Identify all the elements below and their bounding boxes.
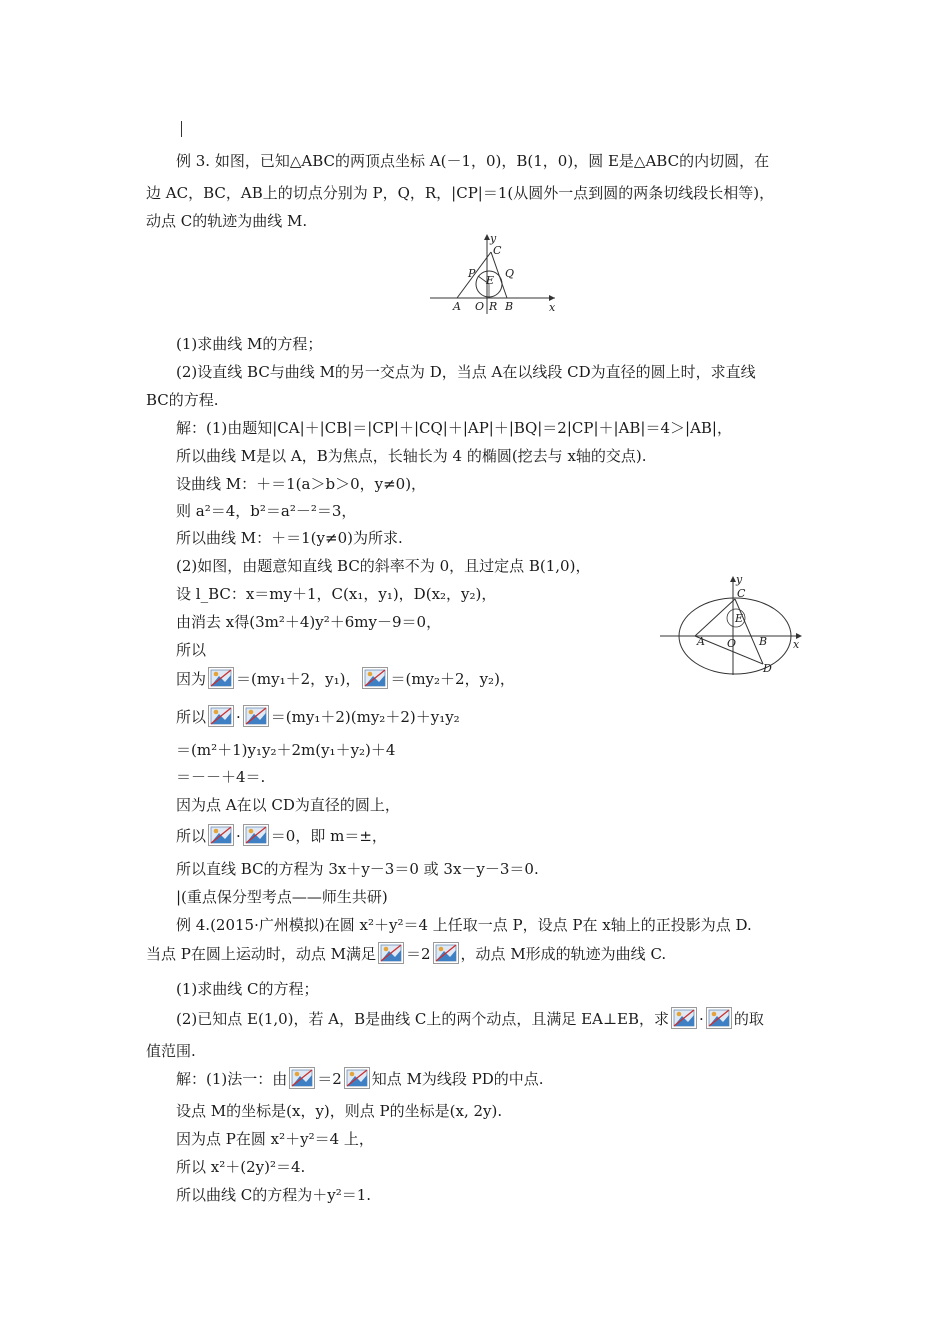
broken-image-icon — [243, 824, 269, 846]
broken-image-icon — [344, 1067, 370, 1089]
fig2-label-a: A — [697, 635, 705, 648]
section-heading: |(重点保分型考点——师生共研) — [176, 888, 388, 906]
broken-image-icon — [208, 824, 234, 846]
example3-line3: 动点 C的轨迹为曲线 M. — [146, 212, 308, 230]
broken-image-icon — [289, 1067, 315, 1089]
fig2-label-o: O — [727, 637, 737, 650]
solution-line10: 因为 ＝(my₁＋2，y₁)， ＝(my₂＋2，y₂)， — [176, 669, 515, 691]
broken-image-icon — [433, 942, 459, 964]
broken-image-icon — [243, 705, 269, 727]
fig1-label-p: P — [468, 267, 476, 280]
example4-line2: 当点 P在圆上运动时，动点 M满足 ＝2 ，动点 M形成的轨迹为曲线 C. — [146, 944, 666, 966]
fig1-label-o: O — [475, 300, 485, 313]
solution-line12: ＝(m²＋1)y₁y₂＋2m(y₁＋y₂)＋4 — [176, 741, 396, 759]
question2-line1: (2)设直线 BC与曲线 M的另一交点为 D，当点 A在以线段 CD为直径的圆上时，求直线 — [176, 363, 756, 381]
broken-image-icon — [208, 705, 234, 727]
broken-image-icon — [706, 1007, 732, 1029]
fig1-label-b: B — [505, 300, 514, 313]
triangle-incircle-figure — [425, 232, 565, 317]
solution-line9: 所以 — [176, 641, 207, 659]
solution-line7: 设 l_BC：x＝my＋1，C(x₁，y₁)，D(x₂，y₂)， — [176, 585, 497, 603]
fig2-label-c: C — [737, 587, 746, 600]
solution-line1: 解：(1)由题知|CA|＋|CB|＝|CP|＋|CQ|＋|AP|＋|BQ|＝2|CP|＋|AB|＝4＞|AB|， — [176, 419, 732, 437]
example4-question2-line1: (2)已知点 E(1,0)，若 A，B是曲线 C上的两个动点，且满足 EA⊥EB，求 · 的取 — [176, 1009, 764, 1031]
solution-line14: 因为点 A在以 CD为直径的圆上， — [176, 796, 400, 814]
solution-line6: (2)如图，由题意知直线 BC的斜率不为 0，且过定点 B(1,0)， — [176, 557, 591, 575]
fig2-label-y: y — [736, 573, 743, 586]
broken-image-icon — [378, 942, 404, 964]
solution-line13: ＝－－＋4＝. — [176, 768, 266, 786]
fig2-label-b: B — [759, 635, 768, 648]
solution-line15: 所以 · ＝0，即 m＝±， — [176, 826, 387, 848]
solution-line16: 所以直线 BC的方程为 3x＋y－3＝0 或 3x－y－3＝0. — [176, 860, 539, 878]
example4-solution-line1: 解：(1)法一：由 ＝2 知点 M为线段 PD的中点. — [176, 1069, 544, 1091]
solution-line5: 所以曲线 M：＋＝1(y≠0)为所求. — [176, 529, 403, 547]
broken-image-icon — [362, 667, 388, 689]
question2-line2: BC的方程. — [146, 391, 219, 409]
fig1-label-y: y — [490, 232, 497, 245]
fig1-label-e: E — [486, 274, 495, 287]
example3-line1: 例 3. 如图，已知△ABC的两顶点坐标 A(－1，0)，B(1，0)，圆 E是△ABC的内切圆，在 — [176, 152, 770, 170]
fig1-label-r: R — [489, 300, 498, 313]
example4-solution-line5: 所以曲线 C的方程为＋y²＝1. — [176, 1186, 372, 1204]
solution-line11: 所以 · ＝(my₁＋2)(my₂＋2)＋y₁y₂ — [176, 707, 460, 729]
solution-line8: 由消去 x得(3m²＋4)y²＋6my－9＝0， — [176, 613, 442, 631]
example4-solution-line3: 因为点 P在圆 x²＋y²＝4 上， — [176, 1130, 374, 1148]
text-cursor-mark — [181, 121, 182, 137]
fig2-label-d: D — [763, 662, 772, 675]
solution-line2: 所以曲线 M是以 A，B为焦点，长轴长为 4 的椭圆(挖去与 x轴的交点). — [176, 447, 647, 465]
broken-image-icon — [671, 1007, 697, 1029]
broken-image-icon — [208, 667, 234, 689]
example4-question1: (1)求曲线 C的方程； — [176, 980, 319, 998]
fig2-label-e: E — [735, 612, 744, 625]
question1: (1)求曲线 M的方程； — [176, 335, 323, 353]
fig1-label-c: C — [493, 244, 502, 257]
solution-line3: 设曲线 M：＋＝1(a＞b＞0，y≠0)， — [176, 475, 427, 493]
example4-line1: 例 4.(2015·广州模拟)在圆 x²＋y²＝4 上任取一点 P，设点 P在 x轴上的正投影为点 D. — [176, 916, 752, 934]
fig1-label-x: x — [549, 301, 556, 314]
example4-question2-line2: 值范围. — [146, 1042, 196, 1060]
example4-solution-line4: 所以 x²＋(2y)²＝4. — [176, 1158, 306, 1176]
example4-solution-line2: 设点 M的坐标是(x，y)，则点 P的坐标是(x, 2y). — [176, 1102, 503, 1120]
solution-line4: 则 a²＝4，b²＝a²－²＝3， — [176, 502, 357, 520]
example3-line2: 边 AC，BC，AB上的切点分别为 P，Q，R，|CP|＝1(从圆外一点到圆的两条切线段长相等)， — [146, 184, 775, 202]
fig2-label-x: x — [793, 638, 800, 651]
ellipse-figure — [655, 572, 805, 677]
fig1-label-a: A — [453, 300, 461, 313]
fig1-label-q: Q — [505, 267, 515, 280]
